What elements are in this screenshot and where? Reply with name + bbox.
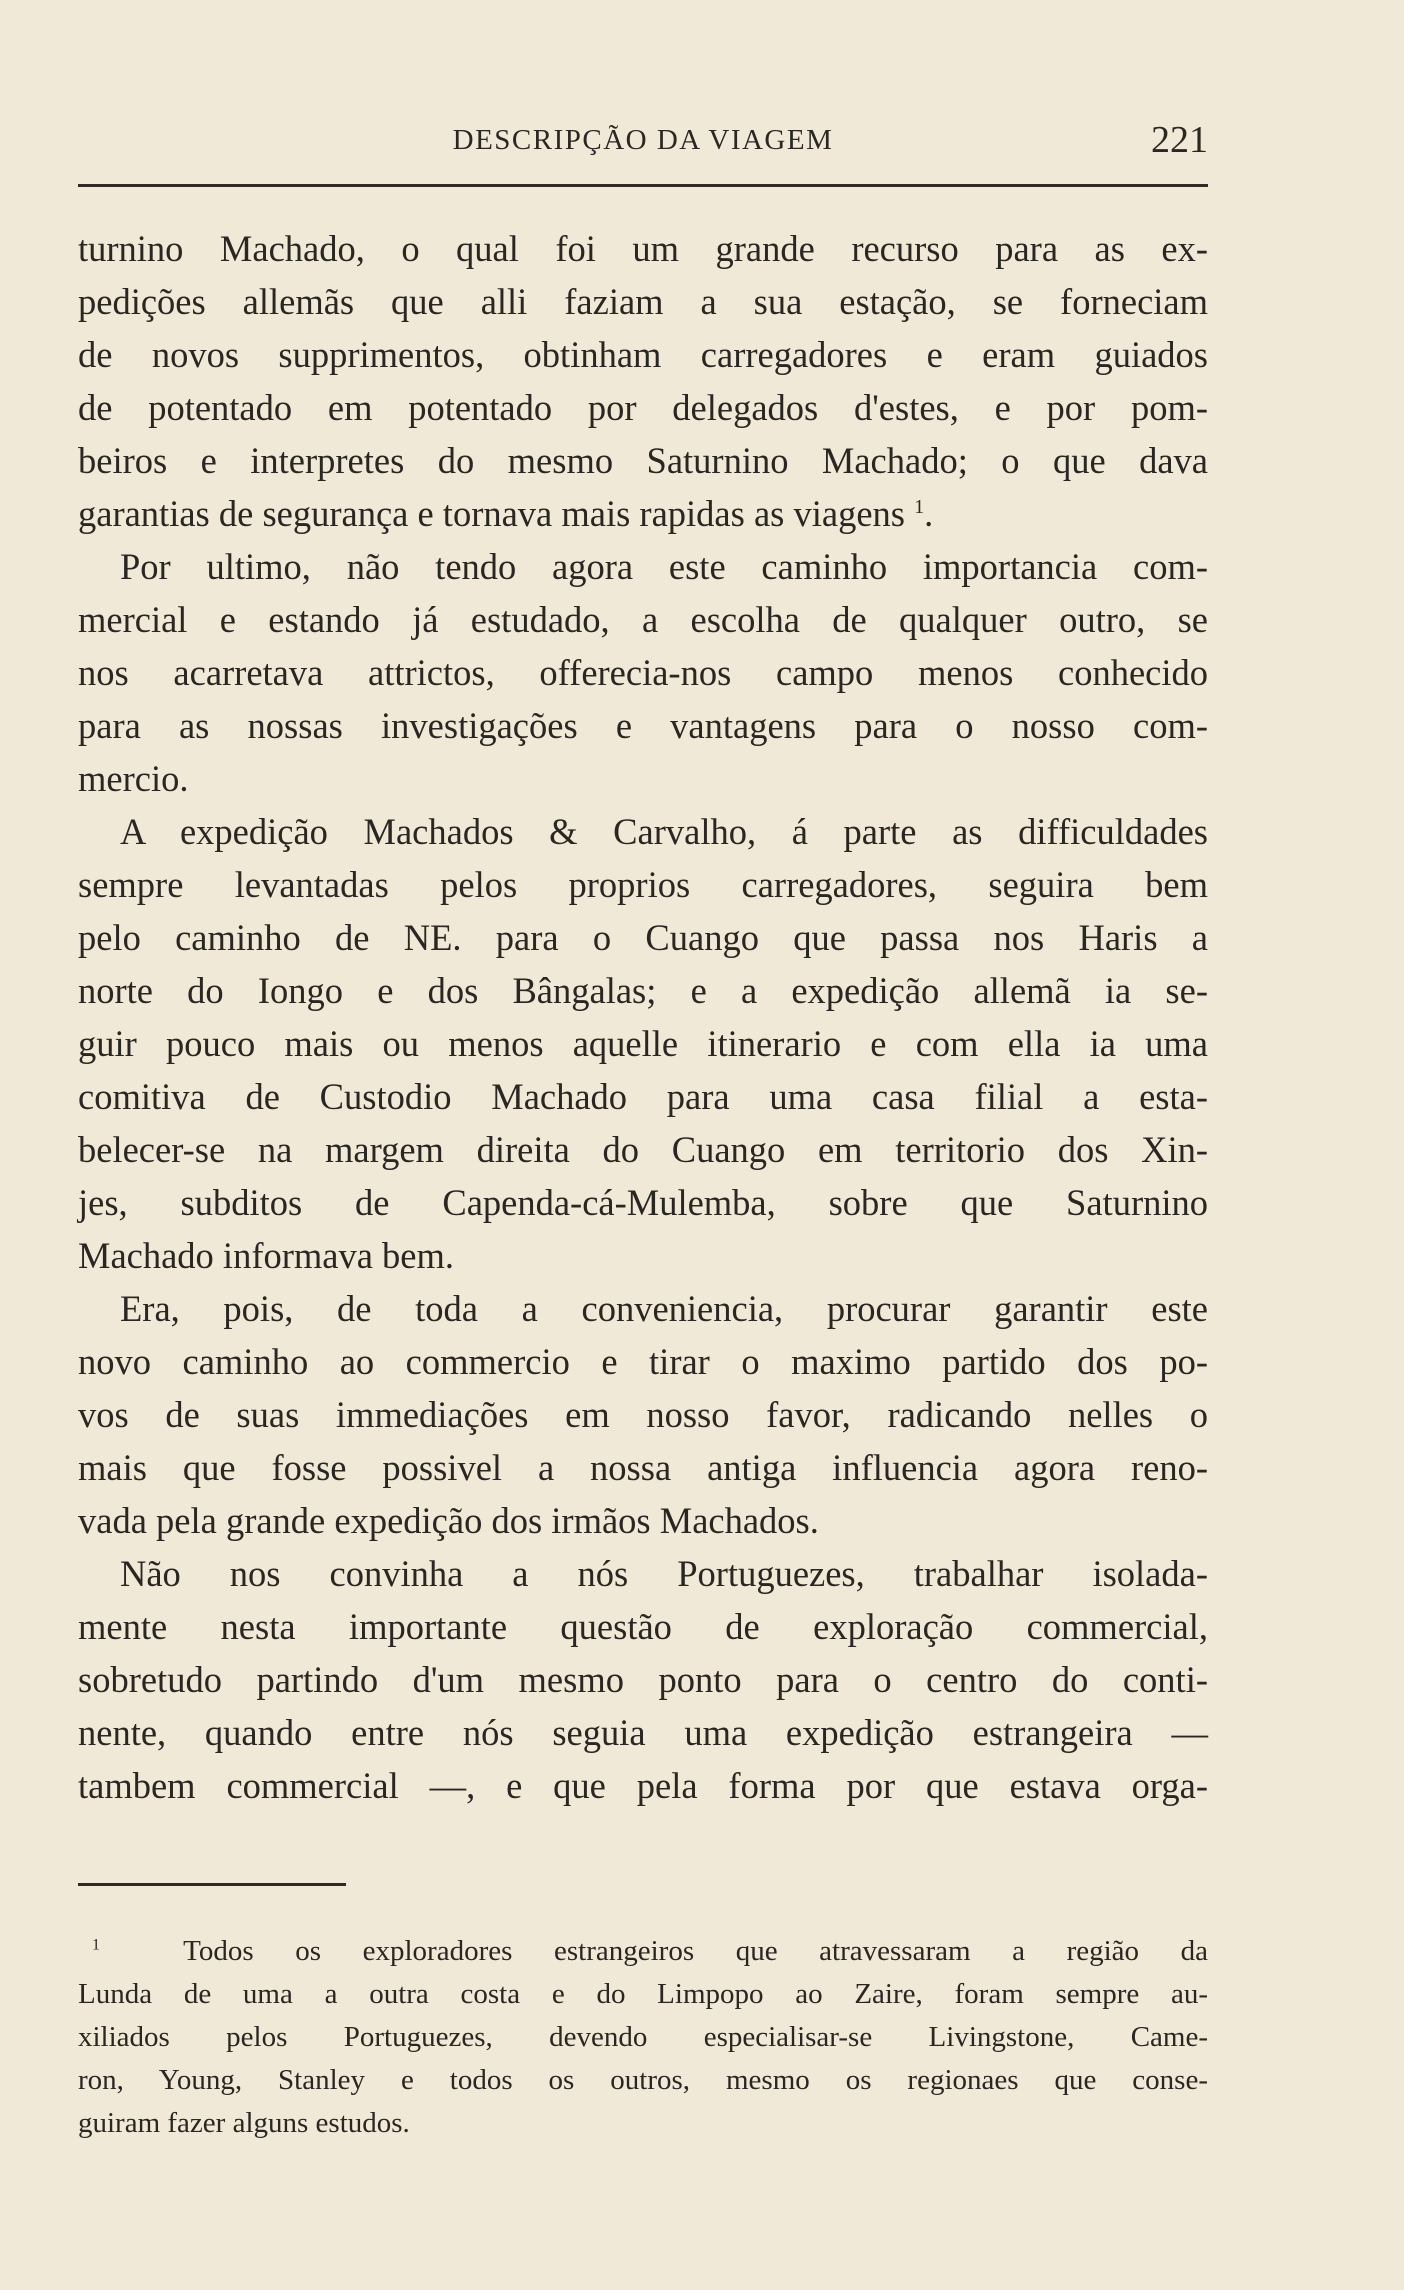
footnotes (78, 1930, 1208, 2145)
text-line: mente nesta importante questão de exploração commercial, (78, 1606, 1208, 1647)
header-rule (78, 184, 1208, 187)
text-line: mais que fosse possivel a nossa antiga influencia agora reno- (78, 1447, 1208, 1488)
footnote-line: Lunda de uma a outra costa e do Limpopo ao Zaire, foram sempre au- (78, 1978, 1208, 2010)
text-line: de potentado em potentado por delegados d'estes, e por pom- (78, 387, 1208, 428)
text-line: novo caminho ao commercio e tirar o maximo partido dos po- (78, 1341, 1208, 1382)
footnote-reference: 1 (914, 495, 925, 518)
text-line: pedições allemãs que alli faziam a sua estação, se forneciam (78, 281, 1208, 322)
footnote-marker: 1 (92, 1936, 100, 1954)
footnote-line-content: Todos os exploradores estrangeiros que atravessaram a região da (183, 1935, 1209, 1967)
footnote-line: guiram fazer alguns estudos. (78, 2107, 410, 2139)
page-header (78, 118, 1208, 168)
text-line: guir pouco mais ou menos aquelle itinerario e com ella ia uma (78, 1023, 1208, 1064)
text-line: belecer-se na margem direita do Cuango em territorio dos Xin- (78, 1129, 1208, 1170)
text-line: Não nos convinha a nós Portuguezes, trabalhar isolada- (120, 1553, 1208, 1594)
text-line: sobretudo partindo d'um mesmo ponto para o centro do conti- (78, 1659, 1208, 1700)
text-line: A expedição Machados & Carvalho, á parte as difficuldades (120, 811, 1208, 852)
text-line: tambem commercial —, e que pela forma por que estava orga- (78, 1765, 1208, 1806)
main-text (78, 222, 1208, 1812)
page-number: 221 (1151, 119, 1208, 161)
text-line: de novos supprimentos, obtinham carregadores e eram guiados (78, 334, 1208, 375)
text-line: pelo caminho de NE. para o Cuango que passa nos Haris a (78, 917, 1208, 958)
text-line: vos de suas immediações em nosso favor, radicando nelles o (78, 1394, 1208, 1435)
running-head: DESCRIPÇÃO DA VIAGEM (452, 124, 834, 156)
text-line: Machado informava bem. (78, 1235, 455, 1276)
text-line: garantias de segurança e tornava mais rapidas as viagens $^1$. (78, 493, 934, 534)
text-line: mercial e estando já estudado, a escolha de qualquer outro, se (78, 599, 1208, 640)
footnote-rule (78, 1883, 346, 1886)
text-line: beiros e interpretes do mesmo Saturnino Machado; o que dava (78, 440, 1208, 481)
text-line: Por ultimo, não tendo agora este caminho importancia com- (120, 546, 1208, 587)
text-line-content: garantias de segurança e tornava mais rapidas as viagens (78, 493, 905, 534)
text-line: para as nossas investigações e vantagens para o nosso com- (78, 705, 1208, 746)
text-line: nos acarretava attrictos, offerecia-nos campo menos conhecido (78, 652, 1208, 693)
text-line: mercio. (78, 758, 189, 799)
text-line: jes, subditos de Capenda-cá-Mulemba, sobre que Saturnino (78, 1182, 1208, 1223)
text-line: turnino Machado, o qual foi um grande recurso para as ex- (78, 228, 1208, 269)
text-line: sempre levantadas pelos proprios carregadores, seguira bem (78, 864, 1208, 905)
text-line: Era, pois, de toda a conveniencia, procurar garantir este (120, 1288, 1208, 1329)
text-line: vada pela grande expedição dos irmãos Machados. (78, 1500, 819, 1541)
text-line: nente, quando entre nós seguia uma expedição estrangeira — (78, 1712, 1208, 1753)
footnote-line: ron, Young, Stanley e todos os outros, mesmo os regionaes que conse- (78, 2064, 1208, 2096)
text-line: norte do Iongo e dos Bângalas; e a expedição allemã ia se- (78, 970, 1208, 1011)
footnote-line: xiliados pelos Portuguezes, devendo especialisar-se Livingstone, Came- (78, 2021, 1208, 2053)
text-line: comitiva de Custodio Machado para uma casa filial a esta- (78, 1076, 1208, 1117)
footnote-line (78, 1930, 1208, 1973)
